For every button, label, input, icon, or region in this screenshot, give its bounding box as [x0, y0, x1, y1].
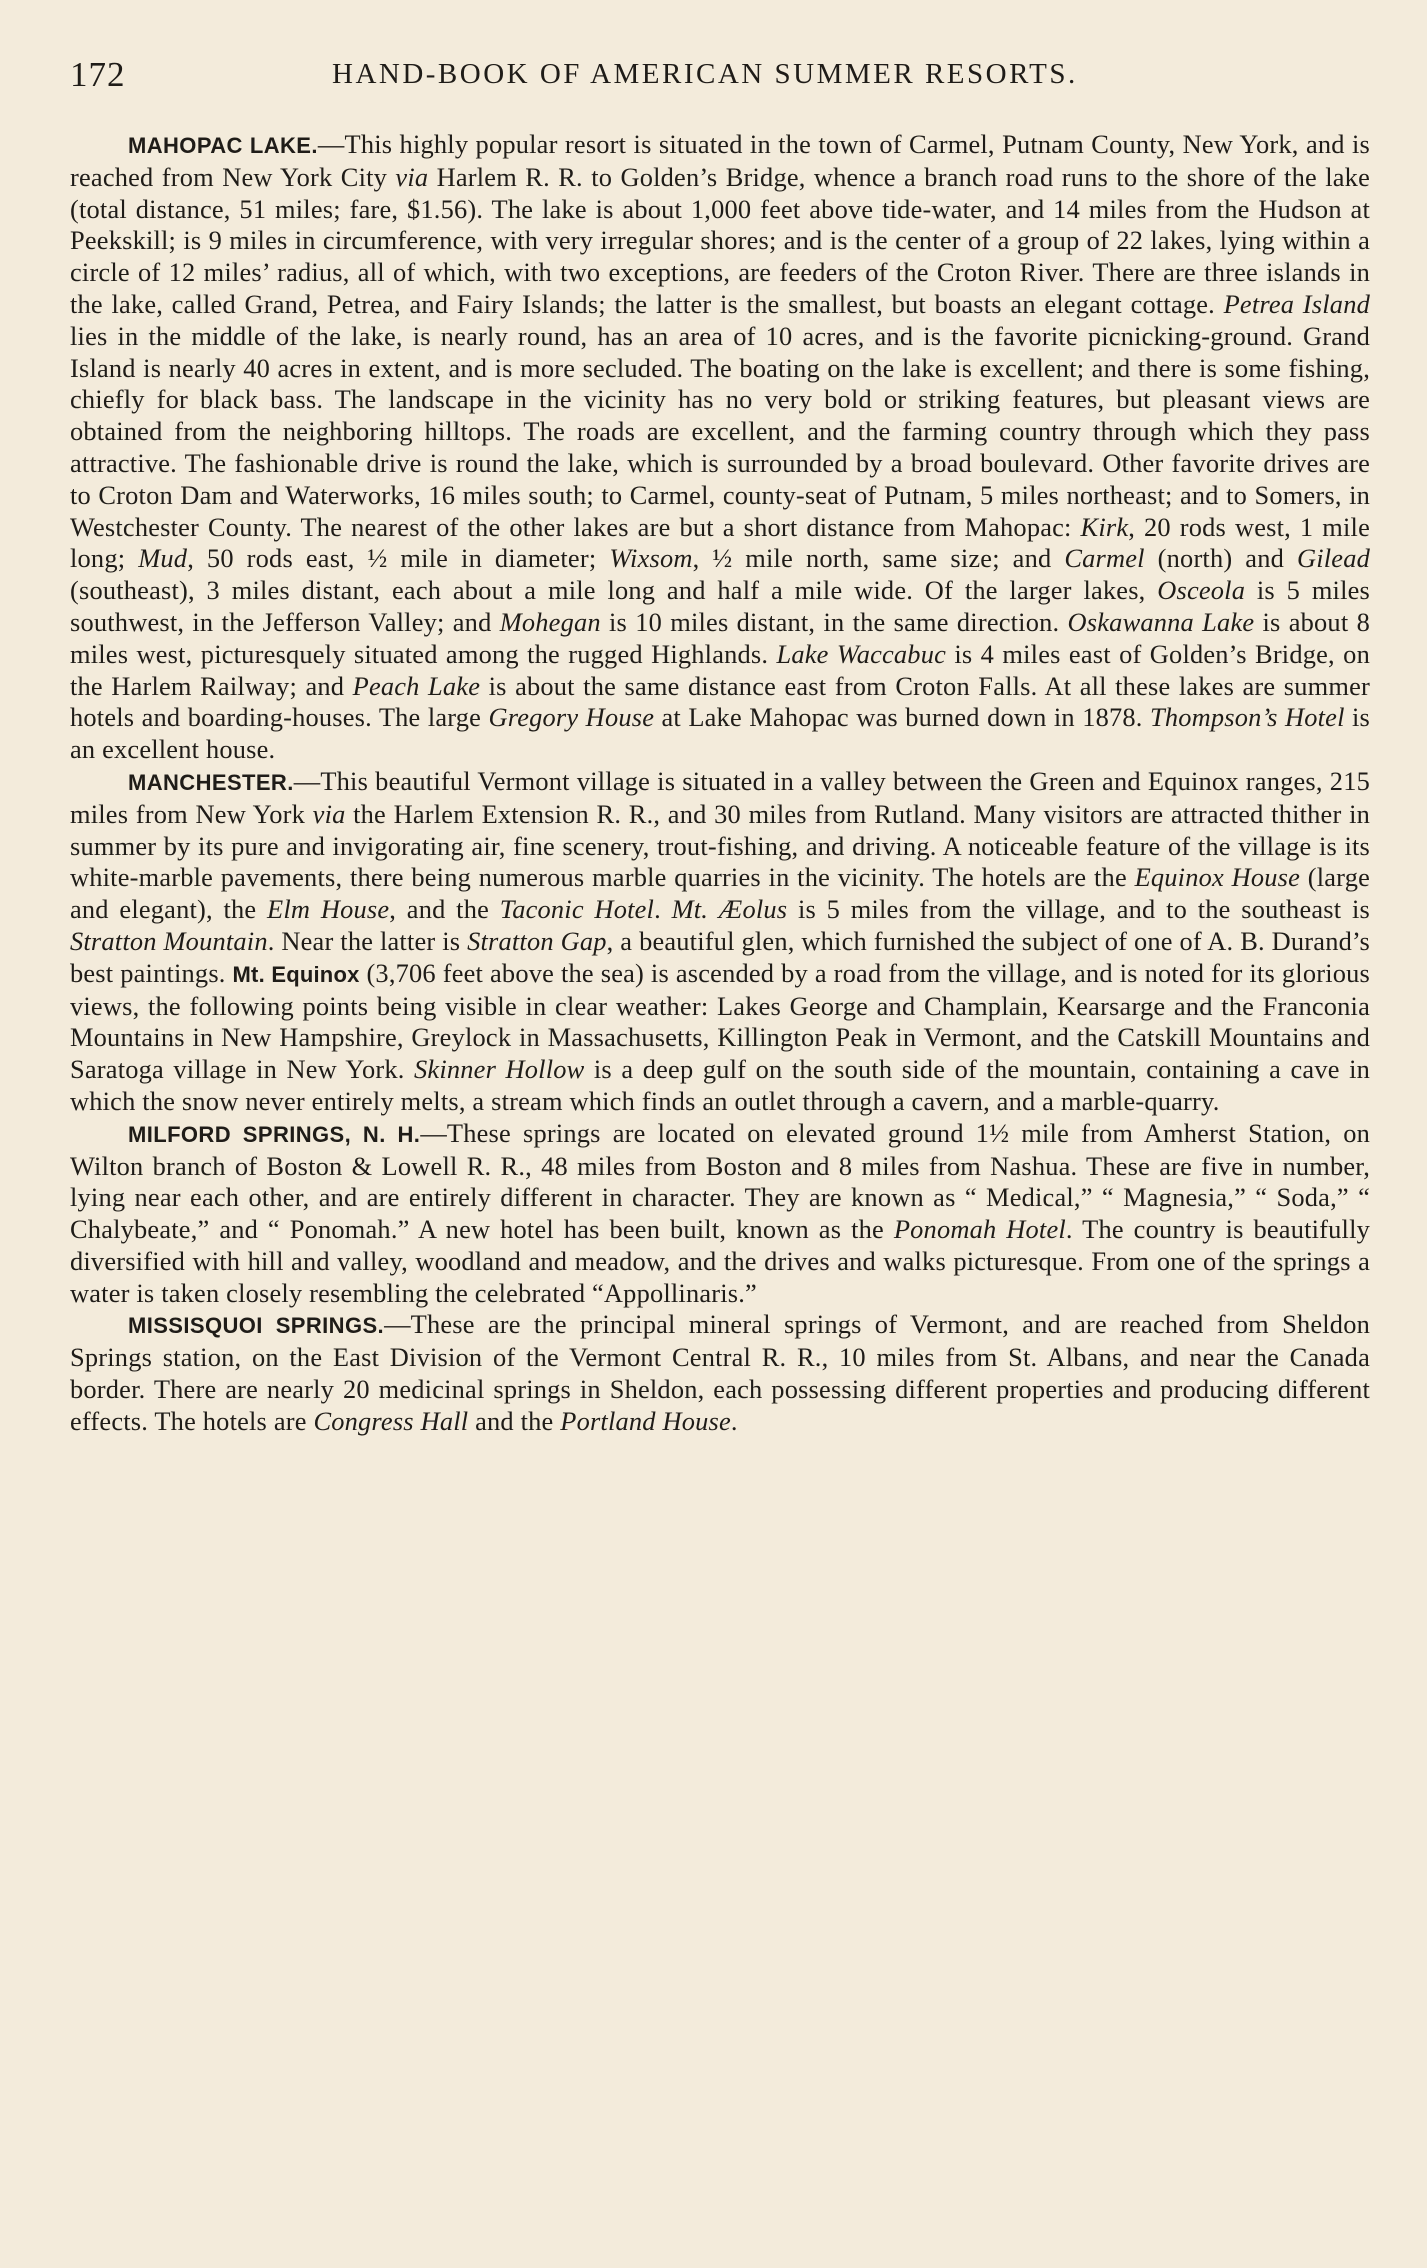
page-number: 172 [70, 55, 126, 94]
text-run: , a beautiful glen, which furnished the subject of one of A. B. Durand’s best paintings. [70, 925, 1370, 988]
page-body [70, 129, 1370, 1438]
text-run: (north) and [1144, 543, 1297, 574]
italic-term: Mohegan [499, 606, 601, 637]
text-run: . [730, 1405, 738, 1436]
text-run: (3,706 feet above the sea) is ascended by a road from the village, and is noted for its glorious views, the following points being visible in clear weather: Lakes George and Champlain, Kearsarge and the Franconia Mountains in New Hampshire, Greylock in Massachusetts, Killington Peak in Vermont, and the Catskill Mountains and Saratoga village in New York. [70, 957, 1370, 1085]
entry-heading: MANCHESTER. [128, 769, 294, 795]
text-run: , and the [389, 894, 500, 925]
entry-heading: MISSISQUOI SPRINGS. [128, 1313, 385, 1339]
text-run: . The country is beautifully diversified with hill and valley, woodland and meadow, and the drives and walks picturesque. From one of the springs a water is taken closely resembling the celebrated “Appollinaris.” [70, 1214, 1370, 1308]
inline-heading: Mt. Equinox [232, 961, 360, 987]
entry-text [70, 766, 1370, 1116]
italic-term: Stratton Mountain [70, 925, 268, 956]
entry-milford-springs [70, 1118, 1370, 1310]
italic-term: Thompson’s Hotel [1149, 702, 1345, 733]
italic-term: Peach Lake [352, 670, 481, 701]
text-run: is 10 miles distant, in the same direction. [600, 606, 1068, 637]
text-run: is a deep gulf on the south side of the mountain, containing a cave in which the snow never entirely melts, a stream which finds an outlet through a cavern, and a marble-quarry. [70, 1054, 1371, 1116]
text-run: is 5 miles from the village, and to the southeast is [787, 894, 1370, 925]
text-run: . Near the latter is [267, 925, 468, 956]
text-run: , 50 rods east, ½ mile in diameter; [187, 543, 610, 574]
italic-term: Stratton Gap [467, 925, 607, 956]
italic-term: Congress Hall [313, 1405, 469, 1436]
italic-term: via [312, 798, 346, 829]
italic-term: Elm House [267, 894, 390, 925]
italic-term: Mud [138, 543, 188, 574]
italic-term: Carmel [1064, 543, 1145, 574]
italic-term: Gregory House [488, 702, 655, 733]
text-run: is about 8 miles west, picturesquely situated among the rugged Highlands. [70, 606, 1370, 669]
italic-term: Equinox House [1134, 862, 1301, 893]
italic-term: Wixsom [609, 543, 693, 574]
text-run: , ½ mile north, same size; and [692, 543, 1065, 574]
italic-term: Skinner Hollow [414, 1054, 585, 1085]
italic-term: Mt. Æolus [671, 894, 788, 925]
text-run: —This highly popular resort is situated in the town of Carmel, Putnam County, New York, and is reached from New York City [70, 129, 1371, 192]
book-page [70, 55, 1370, 1438]
text-run: is an excellent house. [70, 702, 1370, 765]
italic-term: Taconic Hotel [499, 894, 655, 925]
italic-term: Petrea Island [1223, 288, 1370, 319]
text-run: is 4 miles east of Golden’s Bridge, on the Harlem Railway; and [70, 638, 1370, 701]
italic-term: Ponomah Hotel [893, 1214, 1066, 1245]
text-run: , 20 rods west, 1 mile long; [70, 511, 1370, 574]
text-run: —These are the principal mineral springs of Vermont, and are reached from Sheldon Springs station, on the East Division of the Vermont Central R. R., 10 miles from St. Albans, and near the Canada border. There are nearly 20 medicinal springs in Sheldon, each possessing different properties and producing different effects. The hotels are [70, 1309, 1370, 1436]
entry-manchester [70, 766, 1370, 1118]
italic-term: Kirk [1080, 511, 1129, 542]
entry-heading: MILFORD SPRINGS, N. H. [128, 1121, 421, 1147]
entry-heading: MAHOPAC LAKE. [128, 133, 318, 158]
italic-term: Osceola [1157, 575, 1246, 606]
running-header [70, 55, 1370, 109]
entry-missisquoi-springs [70, 1309, 1370, 1437]
text-run: and the [468, 1405, 561, 1436]
text-run: (southeast), 3 miles distant, each about a mile long and half a mile wide. Of the larger lakes, [70, 575, 1158, 606]
italic-term: Lake Waccabuc [776, 638, 947, 669]
text-run: at Lake Mahopac was burned down in 1878. [654, 702, 1150, 733]
entry-mahopac-lake [70, 129, 1370, 766]
entry-text [70, 129, 1370, 764]
italic-term: via [395, 161, 429, 192]
italic-term: Gilead [1296, 543, 1370, 574]
italic-term: Portland House [560, 1405, 731, 1436]
text-run: Harlem R. R. to Golden’s Bridge, whence a branch road runs to the shore of the lake (total distance, 51 miles; fare, $1.56). The lake is about 1,000 feet above tide-water, and 14 miles from the Hudson at Peekskill; is 9 miles in circumference, with very irregular shores; and is the center of a group of 22 lakes, lying within a circle of 12 miles’ radius, all of which, with two exceptions, are feeders of the Croton River. There are three islands in the lake, called Grand, Petrea, and Fairy Islands; the latter is the smallest, but boasts an elegant cottage. [70, 161, 1370, 319]
text-run: —These springs are located on elevated ground 1½ mile from Amherst Station, on Wilton branch of Boston & Lowell R. R., 48 miles from Boston and 8 miles from Nashua. These are five in number, lying near each other, and are entirely different in character. They are known as “ Medical,” “ Magnesia,” “ Soda,” “ Chalybeate,” and “ Ponomah.” A new hotel has been built, known as the [70, 1117, 1370, 1245]
text-run: lies in the middle of the lake, is nearly round, has an area of 10 acres, and is the favorite picnicking-ground. Grand Island is nearly 40 acres in extent, and is more secluded. The boating on the lake is excellent; and there is some fishing, chiefly for black bass. The landscape in the vicinity has no very bold or striking features, but pleasant views are obtained from the neighboring hilltops. The roads are excellent, and the farming country through which they pass attractive. The fashionable drive is round the lake, which is surrounded by a broad boulevard. Other favorite drives are to Croton Dam and Waterworks, 16 miles south; to Carmel, county-seat of Putnam, 5 miles northeast; and to Somers, in Westchester County. The nearest of the other lakes are but a short distance from Mahopac: [70, 320, 1370, 542]
italic-term: Oskawanna Lake [1067, 606, 1255, 637]
text-run: is 5 miles southwest, in the Jefferson Valley; and [70, 575, 1370, 637]
text-run: . [654, 894, 672, 925]
running-title: HAND-BOOK OF AMERICAN SUMMER RESORTS. [332, 58, 1078, 90]
text-run: is about the same distance east from Croton Falls. At all these lakes are summer hotels and boarding-houses. The large [70, 670, 1371, 733]
text-run: the Harlem Extension R. R., and 30 miles from Rutland. Many visitors are attracted thither in summer by its pure and invigorating air, fine scenery, trout-fishing, and driving. A noticeable feature of the village is its white-marble pavements, there being numerous marble quarries in the vicinity. The hotels are the [70, 798, 1371, 893]
text-run: (large and elegant), the [70, 862, 1370, 925]
text-run: —This beautiful Vermont village is situated in a valley between the Green and Equinox ranges, 215 miles from New York [70, 765, 1370, 829]
